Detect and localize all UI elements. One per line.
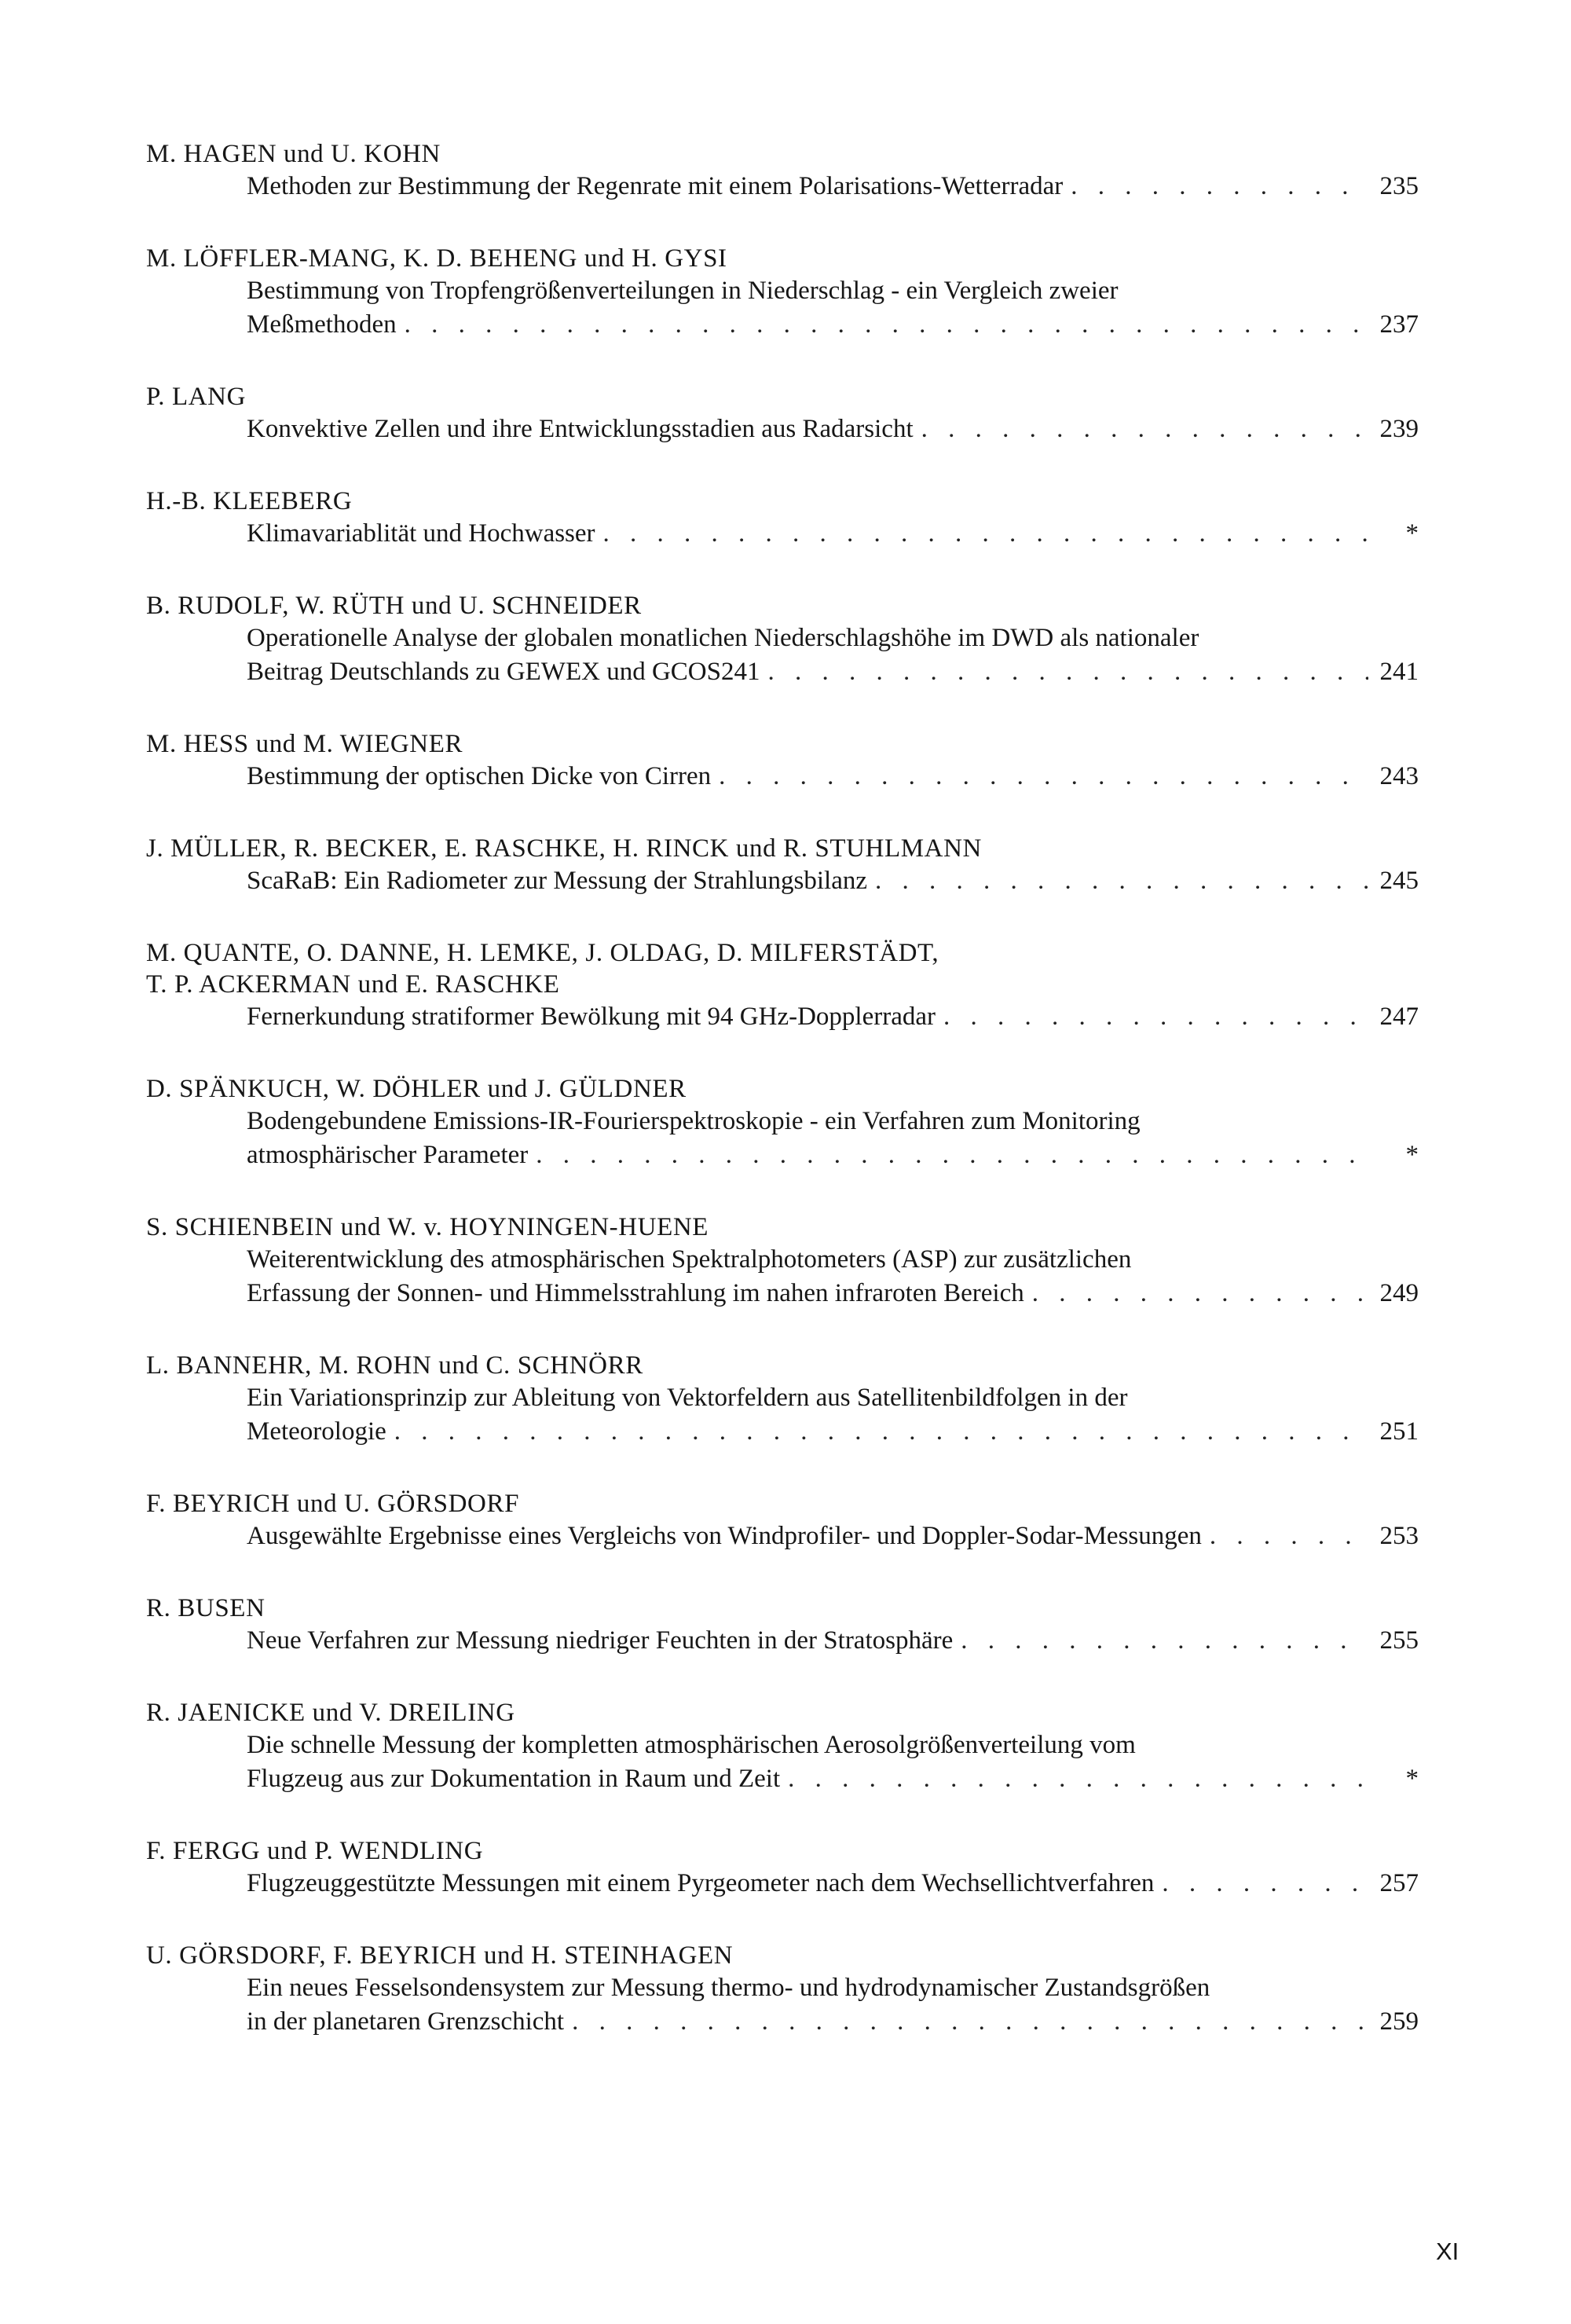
dot-leader	[572, 2005, 1368, 2039]
dot-leader	[943, 1000, 1368, 1034]
entry-authors: R. BUSEN	[146, 1594, 265, 1622]
entry-title-text: Meteorologie	[247, 1417, 386, 1446]
toc-entry	[146, 243, 1419, 342]
entry-page-number: 259	[1379, 2007, 1419, 2036]
entry-title-text: Fernerkundung stratiformer Bewölkung mit 94 GHz-Dopplerradar	[247, 1003, 936, 1031]
entry-last-line	[247, 1624, 1419, 1658]
entry-title-text: Neue Verfahren zur Messung niedriger Feuchten in der Stratosphäre	[247, 1626, 954, 1655]
entry-last-line	[247, 1867, 1419, 1901]
entry-authors: M. QUANTE, O. DANNE, H. LEMKE, J. OLDAG, D. MILFERSTÄDT,	[146, 939, 939, 967]
entry-page-number: 247	[1379, 1003, 1419, 1031]
dot-leader	[1032, 1277, 1368, 1310]
entry-page-number: 251	[1379, 1417, 1419, 1446]
entry-title	[247, 621, 1419, 689]
entry-authors: M. HESS und M. WIEGNER	[146, 730, 463, 758]
entry-authors: H.-B. KLEEBERG	[146, 487, 353, 515]
entry-title-line: Weiterentwicklung des atmosphärischen Spektralphotometers (ASP) zur zusätzlichen	[247, 1245, 1132, 1274]
entry-page-number: 235	[1379, 172, 1419, 200]
toc-entry	[146, 1593, 1419, 1658]
toc-entry	[146, 590, 1419, 689]
entry-title-line: Bestimmung von Tropfengrößenverteilungen in Niederschlag - ein Vergleich zweier	[247, 277, 1119, 305]
toc-entry	[146, 1697, 1419, 1796]
entry-last-line	[247, 517, 1419, 551]
entry-title-line: Bodengebundene Emissions-IR-Fourierspektroskopie - ein Verfahren zum Monitoring	[247, 1107, 1141, 1135]
entry-last-line	[247, 1415, 1419, 1449]
entry-last-line	[247, 1519, 1419, 1553]
entry-title	[247, 274, 1419, 342]
entry-authors: J. MÜLLER, R. BECKER, E. RASCHKE, H. RINCK und R. STUHLMANN	[146, 834, 982, 863]
entry-page-number: 245	[1379, 867, 1419, 895]
dot-leader	[788, 1762, 1368, 1796]
dot-leader	[875, 864, 1368, 898]
entry-title-line: Die schnelle Messung der kompletten atmosphärischen Aerosolgrößenverteilung vom	[247, 1731, 1136, 1759]
toc-entry	[146, 1488, 1419, 1553]
entry-title	[247, 517, 1419, 551]
dot-leader	[1162, 1867, 1368, 1901]
entry-title	[247, 1867, 1419, 1901]
entry-last-line	[247, 1138, 1419, 1172]
entry-page-number: *	[1405, 1141, 1419, 1169]
toc-entry	[146, 937, 1419, 1034]
toc-entry	[146, 1211, 1419, 1310]
entry-last-line	[247, 308, 1419, 342]
entry-page-number: 255	[1379, 1626, 1419, 1655]
dot-leader	[405, 308, 1368, 342]
entry-title	[247, 412, 1419, 446]
entry-authors: L. BANNEHR, M. ROHN und C. SCHNÖRR	[146, 1351, 643, 1380]
entry-title-text: Beitrag Deutschlands zu GEWEX und GCOS241	[247, 658, 760, 686]
entry-last-line	[247, 1000, 1419, 1034]
toc-entry	[146, 1350, 1419, 1449]
toc-entry	[146, 728, 1419, 794]
entry-last-line	[247, 864, 1419, 898]
entry-last-line	[247, 760, 1419, 794]
entry-last-line	[247, 1762, 1419, 1796]
entry-title-text: Flugzeuggestützte Messungen mit einem Pyrgeometer nach dem Wechsellichtverfahren	[247, 1869, 1155, 1897]
entry-title-text: Konvektive Zellen und ihre Entwicklungsstadien aus Radarsicht	[247, 415, 914, 443]
entry-title-text: Methoden zur Bestimmung der Regenrate mit einem Polarisations-Wetterradar	[247, 172, 1064, 200]
entry-authors: M. LÖFFLER-MANG, K. D. BEHENG und H. GYSI	[146, 244, 727, 273]
entry-title-line: Ein Variationsprinzip zur Ableitung von Vektorfeldern aus Satellitenbildfolgen in der	[247, 1384, 1128, 1412]
entry-last-line	[247, 1277, 1419, 1310]
entry-title-text: Klimavariablität und Hochwasser	[247, 519, 595, 548]
entry-title-line: Operationelle Analyse der globalen monatlichen Niederschlagshöhe im DWD als nationaler	[247, 624, 1199, 652]
entry-title	[247, 170, 1419, 203]
entry-title	[247, 864, 1419, 898]
entry-title-text: Meßmethoden	[247, 310, 397, 339]
entry-page-number: *	[1405, 1765, 1419, 1793]
dot-leader	[1071, 170, 1368, 203]
page-number: XI	[1436, 2238, 1459, 2265]
entry-title	[247, 1728, 1419, 1796]
dot-leader	[536, 1138, 1368, 1172]
entry-authors: P. LANG	[146, 383, 247, 411]
entry-page-number: 237	[1379, 310, 1419, 339]
dot-leader	[603, 517, 1368, 551]
entry-title	[247, 760, 1419, 794]
entry-title	[247, 1243, 1419, 1310]
entry-page-number: 239	[1379, 415, 1419, 443]
entry-title	[247, 1971, 1419, 2039]
entry-title-text: Bestimmung der optischen Dicke von Cirren	[247, 762, 712, 790]
dot-leader	[767, 655, 1368, 689]
entry-authors: M. HAGEN und U. KOHN	[146, 140, 441, 168]
entry-page-number: 249	[1379, 1279, 1419, 1307]
entry-page-number: 243	[1379, 762, 1419, 790]
entry-title-line: Ein neues Fesselsondensystem zur Messung thermo- und hydrodynamischer Zustandsgrößen	[247, 1974, 1210, 2002]
entry-title	[247, 1381, 1419, 1449]
entry-authors: R. JAENICKE und V. DREILING	[146, 1699, 515, 1727]
toc-entry	[146, 1835, 1419, 1901]
entry-authors: F. FERGG und P. WENDLING	[146, 1837, 484, 1865]
entry-title-text: atmosphärischer Parameter	[247, 1141, 529, 1169]
toc-entry	[146, 381, 1419, 446]
entry-last-line	[247, 412, 1419, 446]
toc-entry	[146, 1073, 1419, 1172]
entry-page-number: 241	[1379, 658, 1419, 686]
dot-leader	[394, 1415, 1368, 1449]
entry-page-number: 257	[1379, 1869, 1419, 1897]
toc-entry	[146, 1940, 1419, 2039]
entry-last-line	[247, 655, 1419, 689]
table-of-contents	[146, 138, 1419, 2078]
entry-authors: F. BEYRICH und U. GÖRSDORF	[146, 1490, 520, 1518]
entry-last-line	[247, 2005, 1419, 2039]
entry-title	[247, 1624, 1419, 1658]
dot-leader	[719, 760, 1368, 794]
entry-last-line	[247, 170, 1419, 203]
entry-authors-continued: T. P. ACKERMAN und E. RASCHKE	[146, 970, 560, 999]
entry-title-text: Flugzeug aus zur Dokumentation in Raum und Zeit	[247, 1765, 781, 1793]
entry-title-text: Ausgewählte Ergebnisse eines Vergleichs von Windprofiler- und Doppler-Sodar-Messungen	[247, 1522, 1202, 1550]
dot-leader	[921, 412, 1368, 446]
toc-entry	[146, 486, 1419, 551]
entry-page-number: *	[1405, 519, 1419, 548]
toc-entry	[146, 138, 1419, 203]
entry-title-text: Erfassung der Sonnen- und Himmelsstrahlung im nahen infraroten Bereich	[247, 1279, 1024, 1307]
toc-entry	[146, 833, 1419, 898]
entry-title	[247, 1000, 1419, 1034]
entry-authors: U. GÖRSDORF, F. BEYRICH und H. STEINHAGEN	[146, 1941, 734, 1970]
entry-title-text: ScaRaB: Ein Radiometer zur Messung der Strahlungsbilanz	[247, 867, 868, 895]
entry-authors: B. RUDOLF, W. RÜTH und U. SCHNEIDER	[146, 592, 642, 620]
entry-page-number: 253	[1379, 1522, 1419, 1550]
dot-leader	[961, 1624, 1368, 1658]
entry-authors: S. SCHIENBEIN und W. v. HOYNINGEN-HUENE	[146, 1213, 709, 1241]
entry-authors: D. SPÄNKUCH, W. DÖHLER und J. GÜLDNER	[146, 1075, 687, 1103]
entry-title	[247, 1519, 1419, 1553]
entry-title-text: in der planetaren Grenzschicht	[247, 2007, 565, 2036]
dot-leader	[1210, 1519, 1368, 1553]
entry-title	[247, 1105, 1419, 1172]
